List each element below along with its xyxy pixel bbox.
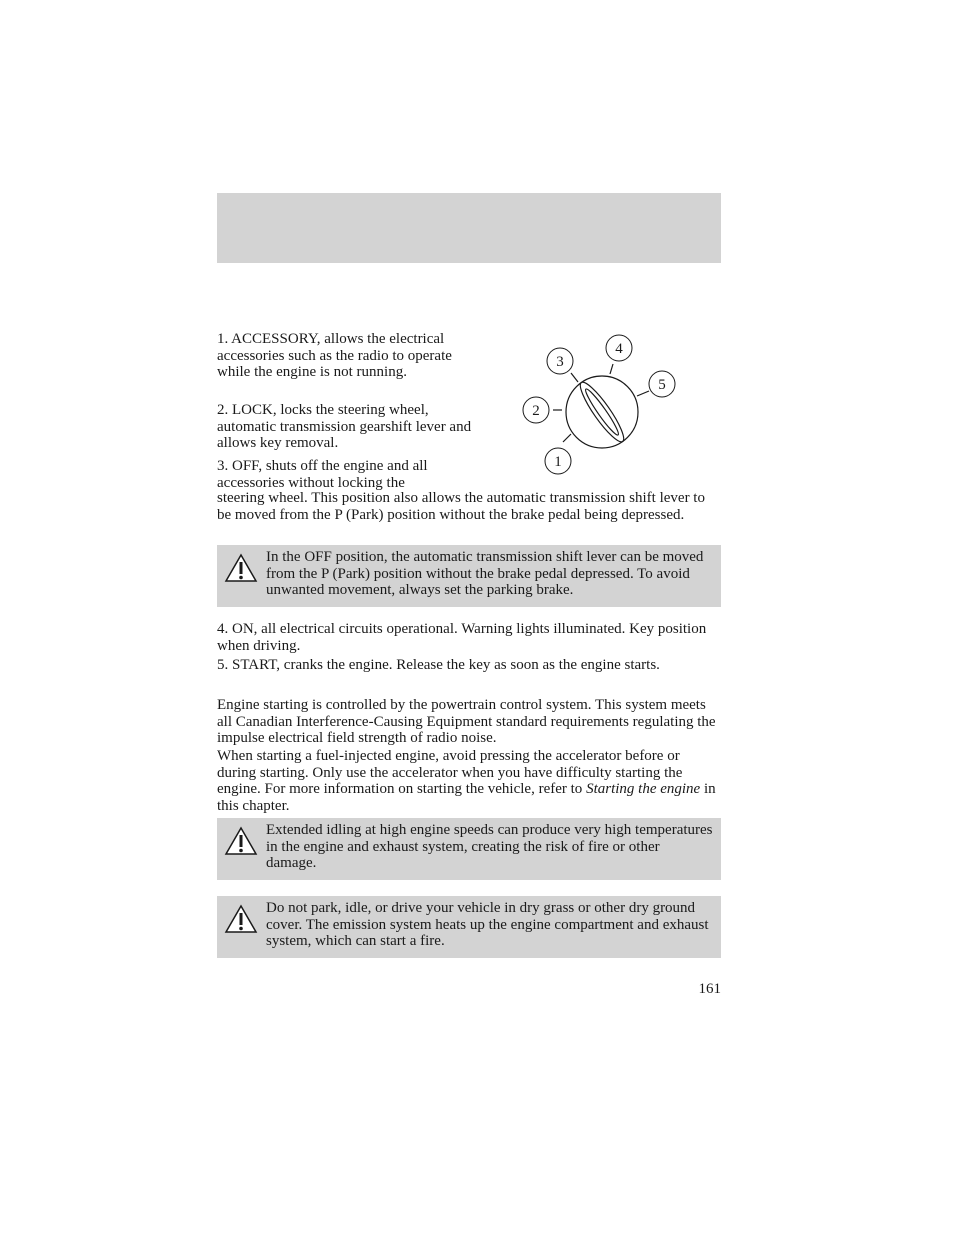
warning-triangle-icon (224, 904, 258, 934)
warning-dry-grass-text: Do not park, idle, or drive your vehicle in dry grass or other dry ground cover. The emission system heats up the engine compartment and exhaust system, which can start a fire. (266, 900, 709, 949)
warning-dry-grass (217, 896, 721, 958)
fuel-injected-text: When starting a fuel-injected engine, avoid pressing the accelerator before or during starting. Only use the accelerator when you have difficulty starting the engine. For more information on starting the vehicle, refer to (217, 748, 683, 797)
page-number: 161 (698, 981, 721, 997)
paragraph-powertrain: Engine starting is controlled by the powertrain control system. This system meets all Canadian Interference-Causing Equipment standard requirements regulating the impulse electrical field strength of radio noise. (217, 697, 716, 746)
item-off-part2: steering wheel. This position also allows the automatic transmission shift lever to be moved from the P (Park) position without the brake pedal being depressed. (217, 490, 705, 523)
ignition-cylinder (566, 376, 638, 448)
item-on: 4. ON, all electrical circuits operational. Warning lights illuminated. Key position when driving. (217, 621, 707, 654)
position-5-label: 5 (658, 377, 666, 393)
warning-triangle-icon (224, 826, 258, 856)
position-4-label: 4 (615, 341, 623, 357)
ignition-switch-diagram (515, 330, 685, 480)
fuel-injected-text-end: in this chapter. (217, 781, 716, 814)
position-2-label: 2 (532, 403, 540, 419)
item-lock: 2. LOCK, locks the steering wheel, automatic transmission gearshift lever and allows key removal. (217, 402, 472, 451)
item-off-part1: 3. OFF, shuts off the engine and all accessories without locking the (217, 458, 428, 491)
item-start: 5. START, cranks the engine. Release the key as soon as the engine starts. (217, 657, 660, 673)
warning-triangle-icon (224, 553, 258, 583)
position-3-label: 3 (556, 354, 564, 370)
starting-the-engine-reference: Starting the engine (586, 781, 701, 797)
warning-off-position-text: In the OFF position, the automatic transmission shift lever can be moved from the P (Park) position without the brake pedal depressed. To avoid unwanted movement, always set the parking brake. (266, 549, 704, 598)
warning-idling (217, 818, 721, 880)
warning-off-position (217, 545, 721, 607)
item-accessory: 1. ACCESSORY, allows the electrical accessories such as the radio to operate while the engine is not running. (217, 331, 452, 380)
position-1-label: 1 (554, 454, 562, 470)
warning-idling-text: Extended idling at high engine speeds can produce very high temperatures in the engine and exhaust system, creating the risk of fire or other damage. (266, 822, 713, 871)
paragraph-fuel-injected (217, 748, 721, 814)
key-slot (575, 378, 629, 446)
chapter-header-band (217, 193, 721, 263)
